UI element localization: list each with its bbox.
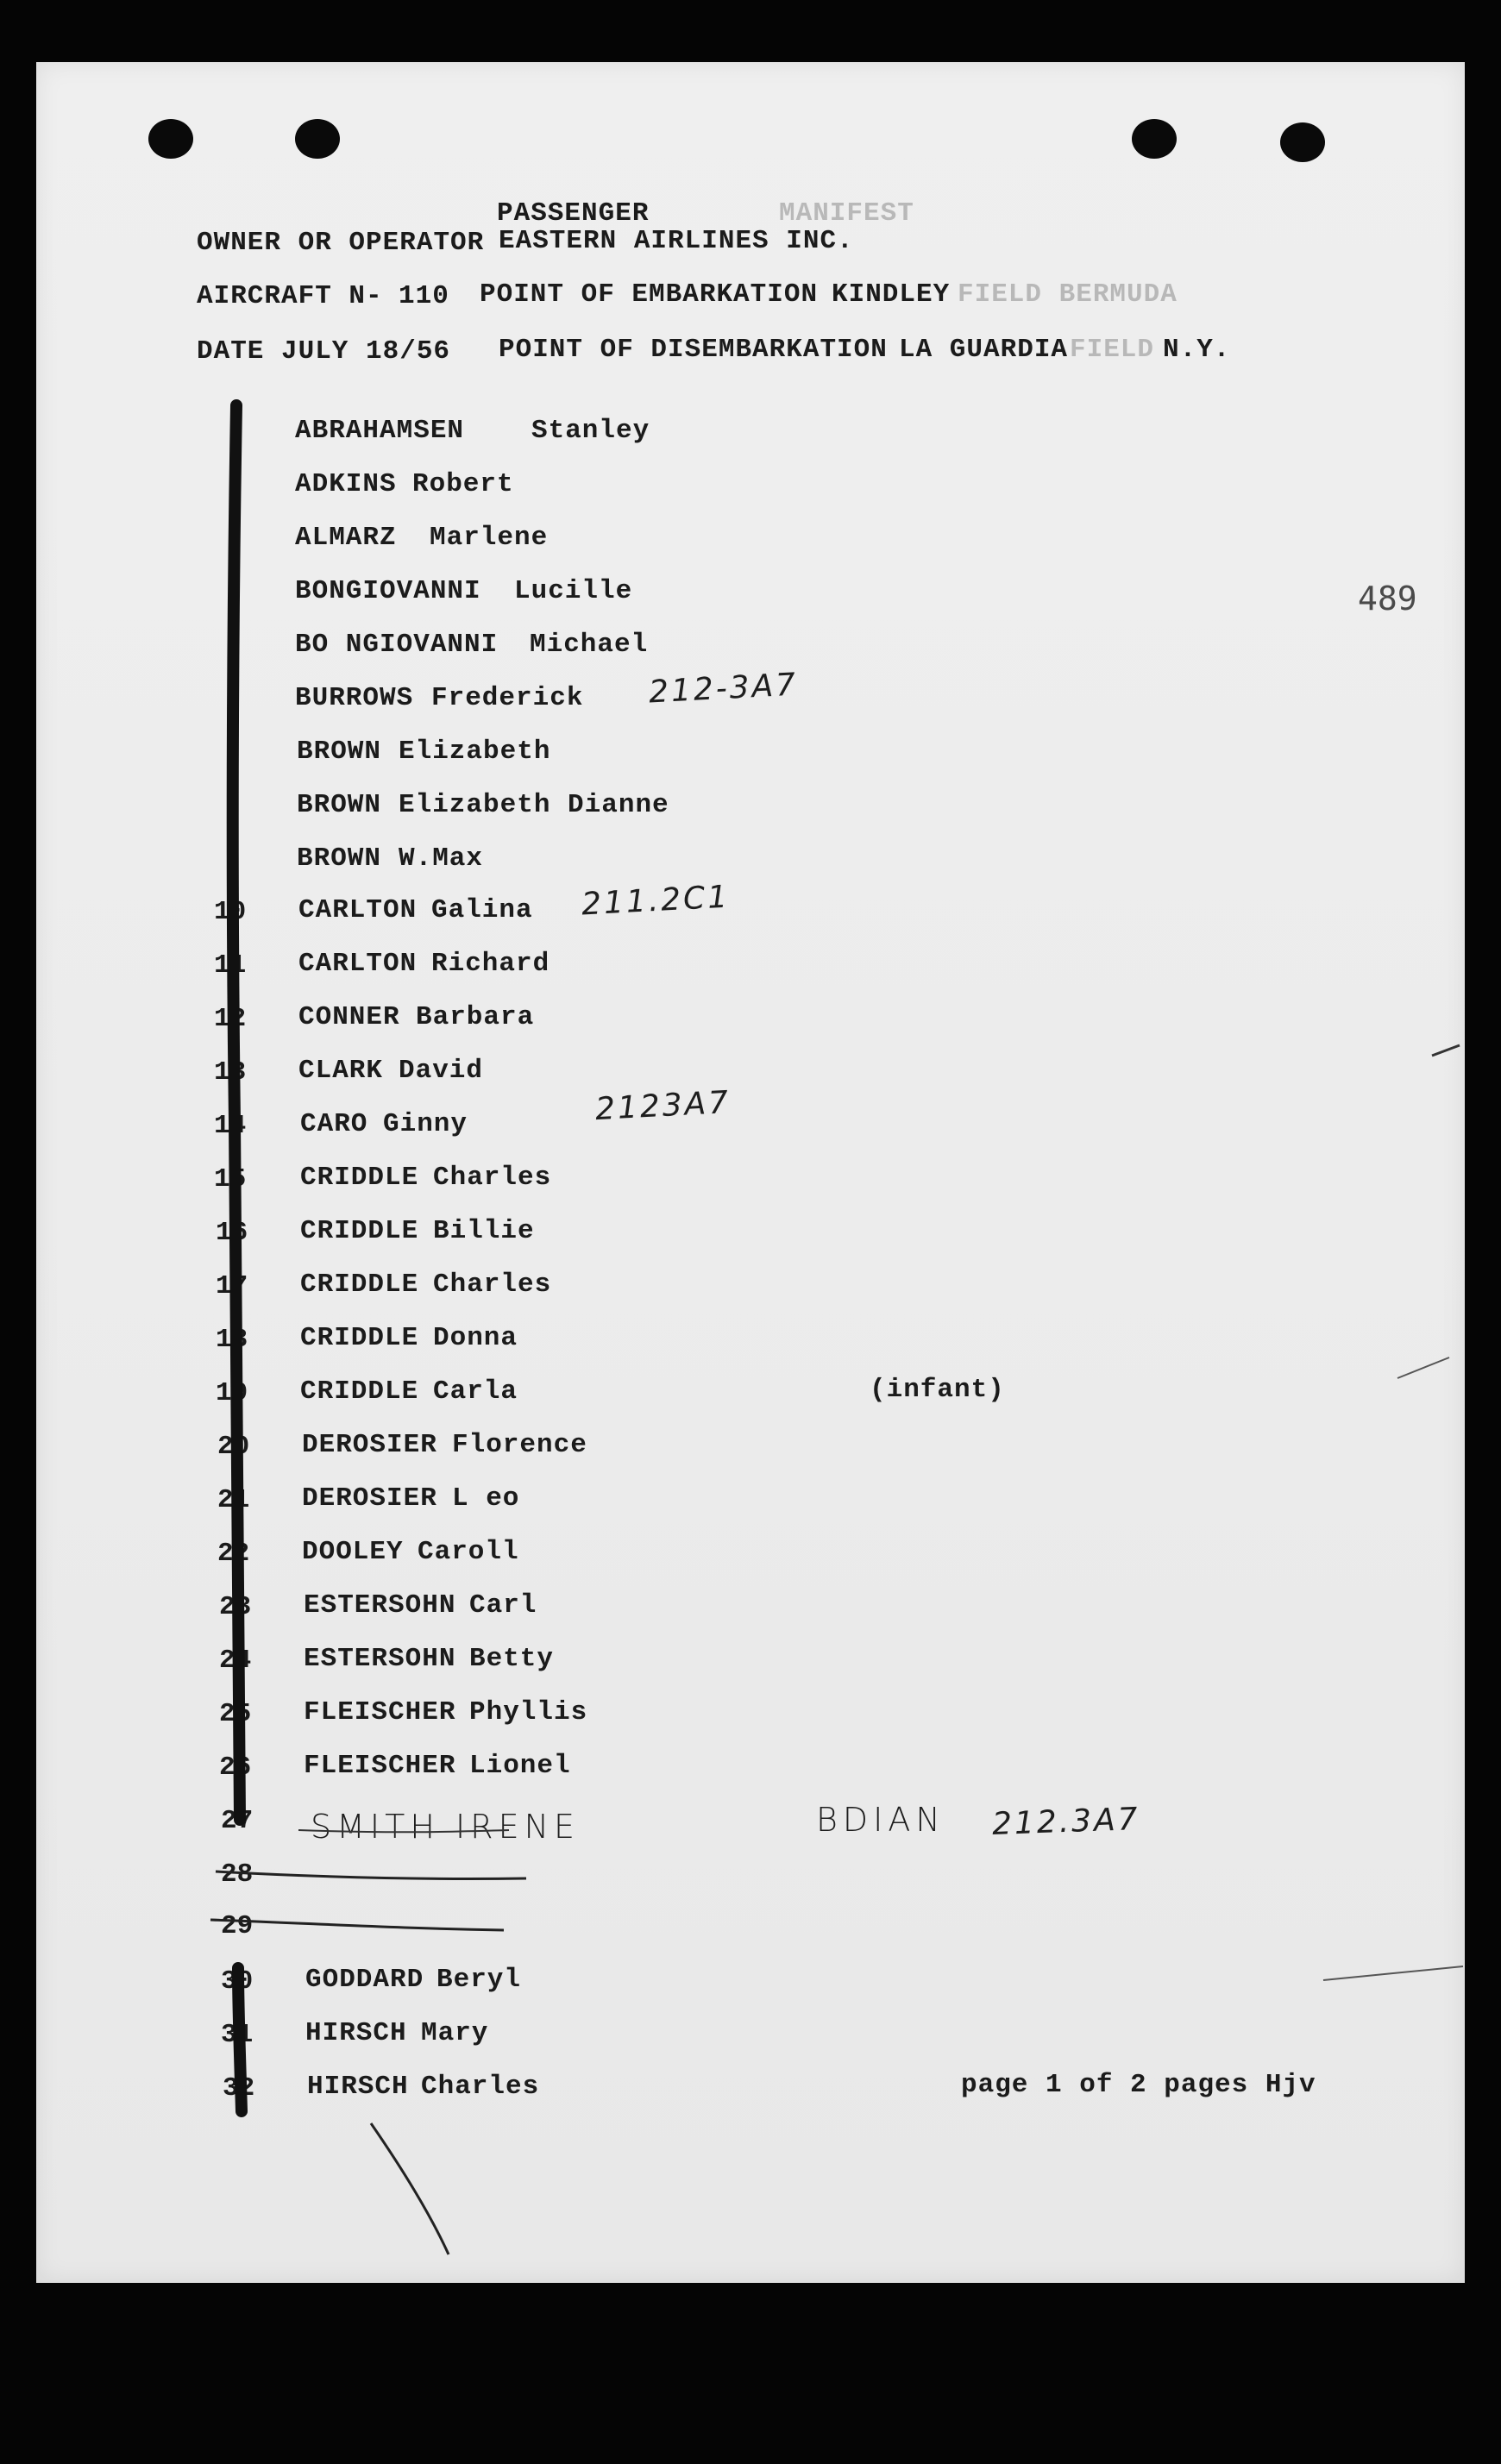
row-number: 32 <box>223 2073 255 2103</box>
passenger-surname: DEROSIER <box>302 1430 437 1460</box>
passenger-given-name: Frederick <box>431 683 584 713</box>
row-number: 17 <box>216 1271 248 1301</box>
row-number: 25 <box>219 1699 252 1729</box>
passenger-given-name: Phyllis <box>469 1697 588 1727</box>
passenger-surname: CRIDDLE <box>300 1216 419 1246</box>
passenger-surname: BROWN <box>297 843 382 874</box>
passenger-given-name: Lucille <box>514 576 633 606</box>
passenger-surname: CRIDDLE <box>300 1323 419 1353</box>
disembarkation-end: N.Y. <box>1163 335 1231 365</box>
passenger-given-name: Charles <box>421 2072 540 2102</box>
passenger-given-name: Barbara <box>416 1002 535 1032</box>
manifest-page <box>36 62 1465 2283</box>
manifest-word: MANIFEST <box>779 198 914 229</box>
row-number: 20 <box>217 1432 250 1462</box>
passenger-given-name: Caroll <box>418 1537 519 1567</box>
row-number: 15 <box>214 1164 247 1194</box>
owner-value: EASTERN AIRLINES INC. <box>499 226 854 256</box>
passenger-given-name: Charles <box>433 1163 552 1193</box>
passenger-surname: BURROWS <box>295 683 414 713</box>
passenger-surname: FLEISCHER <box>304 1751 456 1781</box>
passenger-given-name: Beryl <box>436 1965 522 1995</box>
passenger-given-name: Florence <box>452 1430 587 1460</box>
infant-note: (infant) <box>870 1375 1005 1405</box>
disembarkation-value: LA GUARDIA <box>899 335 1069 365</box>
row-number: 11 <box>214 950 247 981</box>
passenger-surname: BROWN <box>297 790 382 820</box>
passenger-given-name: Mary <box>421 2018 489 2048</box>
handwritten-note: 211.2C1 <box>581 879 732 923</box>
passenger-surname: CARO <box>300 1109 368 1139</box>
passenger-surname: DEROSIER <box>302 1483 437 1514</box>
passenger-surname: CRIDDLE <box>300 1376 419 1407</box>
embarkation-label: POINT OF EMBARKATION <box>480 279 819 310</box>
passenger-surname: BROWN <box>297 737 382 767</box>
row-number: 18 <box>216 1325 248 1355</box>
disembarkation-label: POINT OF DISEMBARKATION <box>499 335 888 365</box>
passenger-surname: CARLTON <box>298 949 418 979</box>
passenger-given-name: Donna <box>433 1323 518 1353</box>
row-number: 23 <box>219 1592 252 1622</box>
passenger-given-name: Elizabeth <box>399 737 551 767</box>
archive-number: 489 <box>1358 580 1417 618</box>
passenger-surname: GODDARD <box>305 1965 424 1995</box>
owner-label: OWNER OR OPERATOR <box>197 228 485 258</box>
punch-hole-2 <box>295 119 340 159</box>
passenger-given-name: Marlene <box>430 523 549 553</box>
passenger-given-name: Elizabeth Dianne <box>399 790 669 820</box>
passenger-surname: CRIDDLE <box>300 1270 419 1300</box>
handwritten-note: 2123A7 <box>594 1084 732 1128</box>
row-number: 16 <box>216 1218 248 1248</box>
passenger-given-name: Lionel <box>469 1751 571 1781</box>
passenger-surname: CARLTON <box>298 895 418 925</box>
row-number: 31 <box>221 2020 254 2050</box>
passenger-surname: CLARK <box>298 1056 384 1086</box>
passenger-given-name: Galina <box>431 895 533 925</box>
row-number: 28 <box>221 1859 254 1890</box>
passenger-surname: ADKINS <box>295 469 397 499</box>
row-number: 27 <box>221 1806 254 1836</box>
passenger-surname: HIRSCH <box>307 2072 409 2102</box>
passenger-given-name: Robert <box>412 469 514 499</box>
row-number: 12 <box>214 1004 247 1034</box>
passenger-surname: BO NGIOVANNI <box>295 630 499 660</box>
passenger-surname: DOOLEY <box>302 1537 404 1567</box>
aircraft-number: 110 <box>399 281 449 311</box>
row-number: 29 <box>221 1911 254 1941</box>
passenger-surname: BONGIOVANNI <box>295 576 481 606</box>
aircraft-label: AIRCRAFT N- <box>197 281 383 311</box>
disembarkation-faint: FIELD <box>1070 335 1155 365</box>
passenger-given-name: W.Max <box>399 843 484 874</box>
handwritten-note: 212-3A7 <box>648 667 800 711</box>
row-number: 13 <box>214 1057 247 1088</box>
handwritten-passenger-name: SMITH IRENE <box>311 1808 581 1846</box>
passenger-surname: ESTERSOHN <box>304 1644 456 1674</box>
passenger-given-name: Billie <box>433 1216 535 1246</box>
punch-hole-4 <box>1280 122 1325 162</box>
manifest-title: PASSENGER <box>497 198 650 229</box>
row-number: 19 <box>216 1378 248 1408</box>
passenger-given-name: Betty <box>469 1644 555 1674</box>
passenger-given-name: L eo <box>452 1483 520 1514</box>
row-number: 10 <box>214 897 247 927</box>
passenger-given-name: Carl <box>469 1590 537 1621</box>
row-number: 24 <box>219 1646 252 1676</box>
row-number: 14 <box>214 1111 247 1141</box>
embarkation-faint: FIELD BERMUDA <box>958 279 1178 310</box>
date-value: JULY 18/56 <box>281 336 451 367</box>
passenger-surname: CONNER <box>298 1002 400 1032</box>
handwritten-code: 212.3A7 <box>991 1802 1141 1842</box>
punch-hole-1 <box>148 119 193 159</box>
passenger-given-name: Charles <box>433 1270 552 1300</box>
passenger-given-name: Carla <box>433 1376 518 1407</box>
passenger-surname: CRIDDLE <box>300 1163 419 1193</box>
date-label: DATE <box>197 336 265 367</box>
passenger-given-name: Stanley <box>531 416 650 446</box>
page-footer: page 1 of 2 pages Hjv <box>961 2070 1316 2100</box>
row-number: 26 <box>219 1752 252 1783</box>
passenger-surname: ABRAHAMSEN <box>295 416 465 446</box>
row-number: 22 <box>217 1539 250 1569</box>
passenger-given-name: Richard <box>431 949 550 979</box>
passenger-surname: HIRSCH <box>305 2018 407 2048</box>
row-number: 21 <box>217 1485 250 1515</box>
punch-hole-3 <box>1132 119 1177 159</box>
passenger-given-name: David <box>399 1056 484 1086</box>
passenger-given-name: Michael <box>530 630 649 660</box>
passenger-surname: ESTERSOHN <box>304 1590 456 1621</box>
passenger-surname: FLEISCHER <box>304 1697 456 1727</box>
passenger-given-name: Ginny <box>383 1109 468 1139</box>
passenger-surname: ALMARZ <box>295 523 397 553</box>
handwritten-extra: BDIAN <box>816 1801 945 1839</box>
embarkation-value: KINDLEY <box>832 279 951 310</box>
row-number: 30 <box>221 1966 254 1997</box>
